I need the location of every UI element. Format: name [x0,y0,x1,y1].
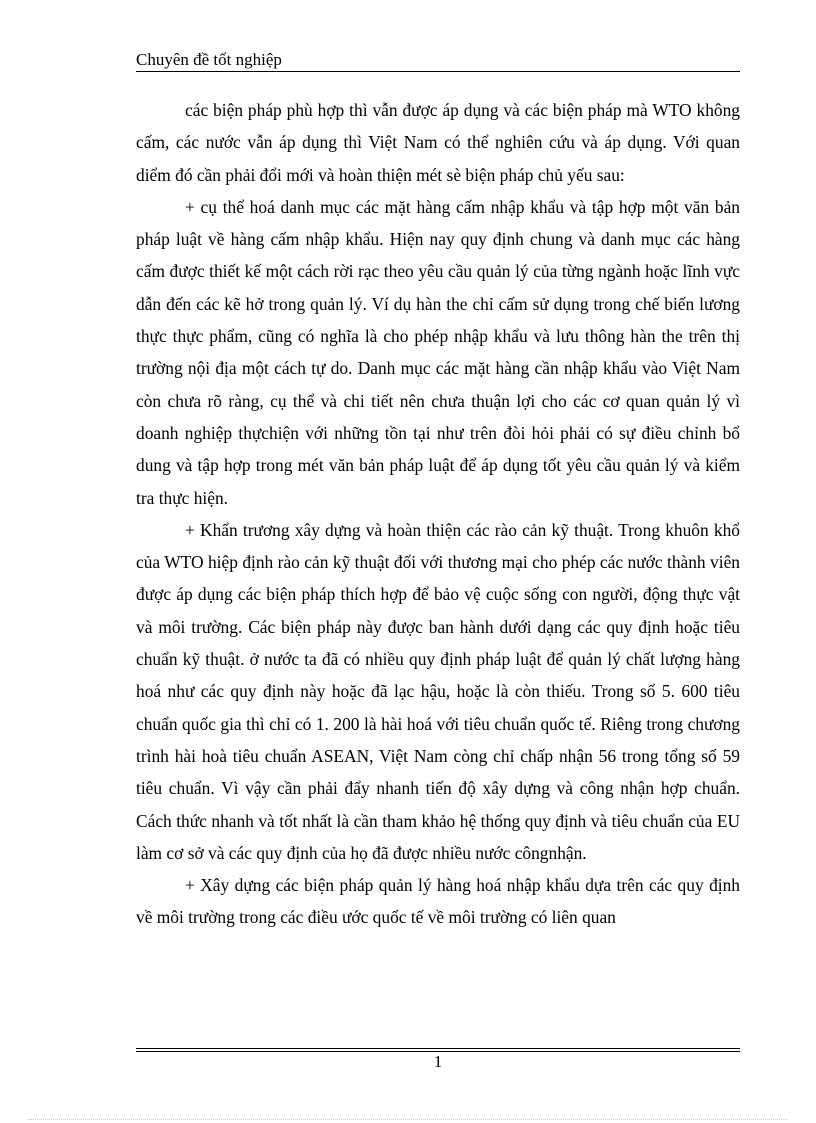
footer-rule-top [136,1048,740,1049]
paragraph-2: + cụ thể hoá danh mục các mặt hàng cấm nhập khẩu và tập hợp một văn bản pháp luật về hàng cấm nhập khẩu. Hiện nay quy định chung và danh mục các hàng cấm được thiết kế một cách rời rạc theo yêu cầu quản lý của từng ngành hoặc lĩnh vực dẫn đến các kẽ hở trong quản lý. Ví dụ hàn the chỉ cấm sử dụng trong chế biến lương thực thực phẩm, cũng có nghĩa là cho phép nhập khẩu và lưu thông hàn the trên thị trường nội địa một cách tự do. Danh mục các mặt hàng cần nhập khẩu vào Việt Nam còn chưa rõ ràng, cụ thể và chi tiết nên chưa thuận lợi cho các cơ quan quản lý vì doanh nghiệp thựchiện với những tồn tại như trên đòi hỏi phải có sự điều chỉnh bổ dung và tập hợp trong mét văn bản pháp luật để áp dụng tốt yêu cầu quản lý và kiểm tra thực hiện. [136,196,740,508]
paragraph-1: các biện pháp phù hợp thì vẫn được áp dụng và các biện pháp mà WTO không cấm, các nước vẫn áp dụng thì Việt Nam có thể nghiên cứu và áp dụng. Với quan diểm đó cần phải đổi mới và hoàn thiện mét sè biện pháp chủ yếu sau: [136,100,740,185]
body-text [136,94,740,934]
paragraph-4: + Xây dựng các biện pháp quản lý hàng hoá nhập khẩu dựa trên các quy định về môi trường trong các điều ước quốc tế về môi trường có liên quan [136,875,740,928]
header-rule [136,71,740,72]
page-number: 1 [433,1052,443,1071]
page-header-title: Chuyên đề tốt nghiệp [136,50,282,69]
paragraph-3: + Khẩn trương xây dựng và hoàn thiện các rào cản kỹ thuật. Trong khuôn khổ của WTO hiệp định rào cản kỹ thuật đối với thương mại cho phép các nước thành viên được áp dụng các biện pháp thích hợp để bảo vệ cuộc sống con người, động thực vật và môi trường. Các biện pháp này được ban hành dưới dạng các quy định hoặc tiêu chuẩn kỹ thuật. ở nước ta đã có nhiều quy định pháp luật để quản lý chất lượng hàng hoá như các quy định này hoặc đã lạc hậu, hoặc là còn thiếu. Trong số 5. 600 tiêu chuẩn quốc gia thì chỉ có 1. 200 là hài hoá với tiêu chuẩn quốc tế. Riêng trong chương trình hài hoà tiêu chuẩn ASEAN, Việt Nam còng chỉ chấp nhận 56 trong tổng số 59 tiêu chuẩn. Vì vậy cần phải đẩy nhanh tiến độ xây dựng và công nhận hợp chuẩn. Cách thức nhanh và tốt nhất là cần tham khảo hệ thống quy định và tiêu chuẩn của EU làm cơ sở và các quy định của họ đã được nhiều nước côngnhận. [136,519,740,863]
page-bottom-dotted-line [28,1119,788,1120]
